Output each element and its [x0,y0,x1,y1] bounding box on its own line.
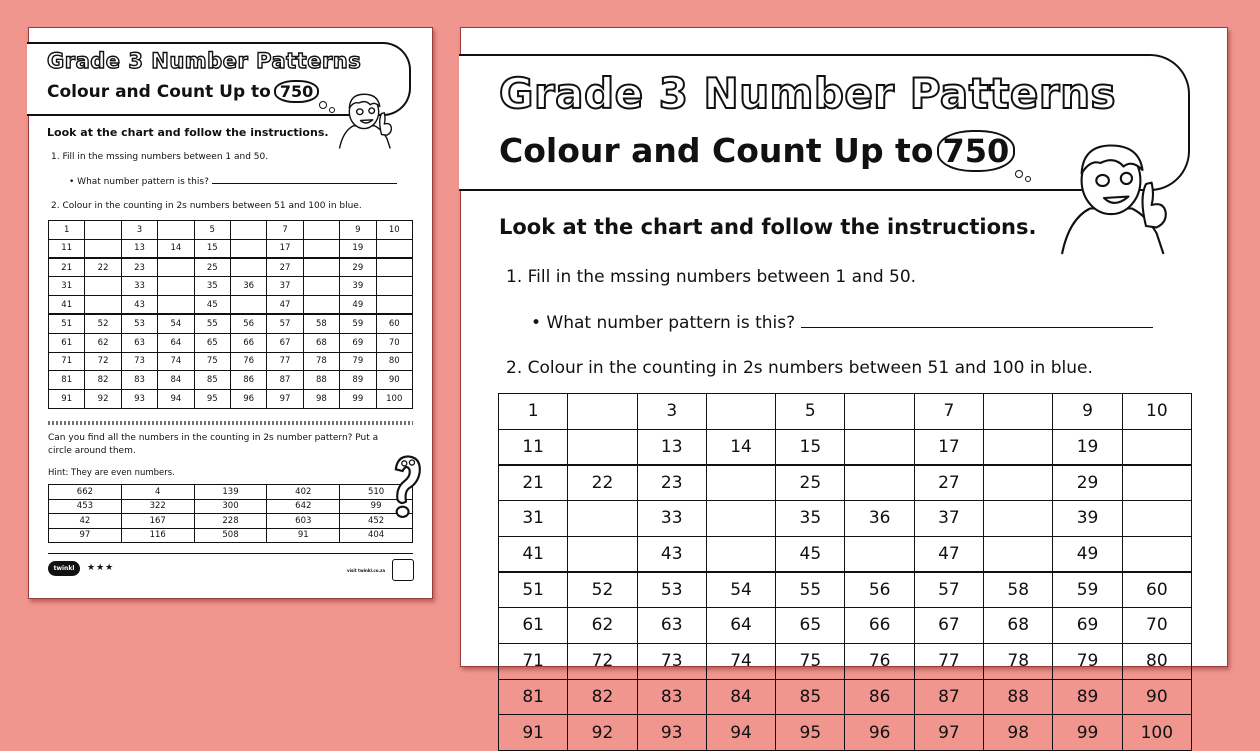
table-cell[interactable]: 80 [1122,643,1191,679]
table-cell[interactable]: 3 [637,394,706,430]
table-cell[interactable]: 49 [340,296,376,315]
table-cell[interactable] [845,429,914,465]
table-cell[interactable] [85,239,121,258]
table-cell[interactable]: 86 [845,679,914,715]
table-cell[interactable]: 72 [568,643,637,679]
table-cell[interactable]: 73 [637,643,706,679]
table-row [499,536,1192,572]
table-cell[interactable]: 92 [568,715,637,751]
table-cell[interactable]: 70 [376,333,412,352]
table-cell[interactable]: 57 [914,572,983,608]
table-cell[interactable]: 74 [706,643,775,679]
footer-divider [48,553,413,554]
bullet-question: • What number pattern is this? [69,177,397,187]
worksheet-page-zoomed[interactable] [460,27,1228,743]
table-cell[interactable]: 91 [49,390,85,409]
table-cell[interactable]: 15 [776,429,845,465]
table-cell[interactable]: 57 [267,314,303,333]
table-cell[interactable]: 89 [1053,679,1122,715]
table-cell[interactable]: 96 [845,715,914,751]
table-cell[interactable]: 65 [194,333,230,352]
table-cell[interactable]: 80 [376,352,412,371]
table-cell[interactable]: 78 [984,643,1053,679]
table-cell[interactable]: 45 [194,296,230,315]
table-cell[interactable] [1122,429,1191,465]
table-cell[interactable] [230,258,266,277]
table-cell[interactable]: 75 [194,352,230,371]
table-row [49,528,413,543]
table-row [499,572,1192,608]
table-cell[interactable]: 85 [194,371,230,390]
table-cell[interactable]: 87 [914,679,983,715]
table-row [499,429,1192,465]
table-cell[interactable]: 78 [303,352,339,371]
table-cell[interactable]: 88 [984,679,1053,715]
table-cell[interactable]: 662 [49,485,122,500]
table-cell[interactable] [85,277,121,296]
instructions-heading: Look at the chart and follow the instructions. [499,215,1037,239]
table-cell[interactable]: 27 [914,465,983,501]
table-cell[interactable]: 23 [121,258,157,277]
table-cell[interactable]: 89 [340,371,376,390]
table-cell[interactable] [706,465,775,501]
table-cell[interactable]: 55 [776,572,845,608]
table-cell[interactable]: 29 [340,258,376,277]
table-cell[interactable]: 52 [568,572,637,608]
table-cell[interactable]: 66 [845,608,914,644]
table-cell[interactable] [984,501,1053,537]
table-cell[interactable]: 97 [914,715,983,751]
table-cell[interactable]: 21 [499,465,568,501]
table-cell[interactable] [568,429,637,465]
thought-cloud-number: 750 [937,130,1016,172]
table-cell[interactable]: 59 [340,314,376,333]
table-cell[interactable]: 93 [121,390,157,409]
table-cell[interactable] [1122,501,1191,537]
hundred-chart [48,220,413,409]
table-cell[interactable]: 13 [637,429,706,465]
table-cell[interactable]: 66 [230,333,266,352]
table-cell[interactable]: 97 [267,390,303,409]
table-cell[interactable]: 300 [194,499,267,514]
hint-text: Hint: They are even numbers. [48,468,175,478]
table-cell[interactable]: 69 [340,333,376,352]
table-row [49,296,413,315]
hundred-chart [498,393,1192,751]
table-cell[interactable]: 96 [230,390,266,409]
table-cell[interactable]: 47 [914,536,983,572]
table-cell[interactable]: 25 [776,465,845,501]
bullet-question: • What number pattern is this? [531,313,1153,333]
table-cell[interactable]: 64 [706,608,775,644]
table-cell[interactable]: 58 [984,572,1053,608]
table-cell[interactable]: 5 [776,394,845,430]
table-cell[interactable]: 65 [776,608,845,644]
table-cell[interactable]: 510 [340,485,413,500]
table-cell[interactable]: 31 [49,277,85,296]
table-cell[interactable]: 404 [340,528,413,543]
table-cell[interactable]: 139 [194,485,267,500]
table-cell[interactable]: 60 [376,314,412,333]
table-cell[interactable]: 87 [267,371,303,390]
table-cell[interactable] [303,239,339,258]
table-cell[interactable] [303,258,339,277]
table-cell[interactable] [706,536,775,572]
table-cell[interactable]: 67 [267,333,303,352]
table-cell[interactable]: 452 [340,514,413,529]
table-cell[interactable]: 70 [1122,608,1191,644]
table-cell[interactable]: 23 [637,465,706,501]
table-cell[interactable]: 91 [267,528,340,543]
table-cell[interactable]: 90 [376,371,412,390]
table-cell[interactable]: 39 [340,277,376,296]
table-cell[interactable]: 91 [499,715,568,751]
table-cell[interactable]: 67 [914,608,983,644]
table-cell[interactable]: 62 [85,333,121,352]
table-cell[interactable] [1122,465,1191,501]
table-cell[interactable]: 92 [85,390,121,409]
table-cell[interactable]: 94 [706,715,775,751]
table-cell[interactable] [984,465,1053,501]
table-row [49,371,413,390]
table-cell[interactable]: 14 [158,239,194,258]
table-cell[interactable]: 19 [1053,429,1122,465]
worksheet-title: Grade 3 Number Patterns [499,69,1116,118]
table-cell[interactable]: 72 [85,352,121,371]
table-cell[interactable] [845,465,914,501]
table-cell[interactable]: 603 [267,514,340,529]
table-cell[interactable]: 35 [776,501,845,537]
table-cell[interactable]: 79 [1053,643,1122,679]
table-cell[interactable]: 22 [85,258,121,277]
table-row [49,499,413,514]
table-cell[interactable] [303,296,339,315]
table-row [49,221,413,240]
table-cell[interactable]: 9 [1053,394,1122,430]
table-cell[interactable]: 43 [121,296,157,315]
boy-character-icon [329,83,399,158]
table-cell[interactable]: 27 [267,258,303,277]
table-cell[interactable]: 74 [158,352,194,371]
answer-line[interactable] [212,183,397,184]
table-cell[interactable]: 14 [706,429,775,465]
table-cell[interactable]: 75 [776,643,845,679]
table-row [499,715,1192,751]
table-cell[interactable]: 61 [49,333,85,352]
table-cell[interactable]: 25 [194,258,230,277]
quality-badge-icon [392,559,414,581]
table-cell[interactable] [568,394,637,430]
table-cell[interactable]: 37 [914,501,983,537]
twinkl-logo-icon: twinkl [48,561,80,576]
worksheet-subtitle: Colour and Count Up to 750 [47,80,319,103]
table-cell[interactable] [376,258,412,277]
table-cell[interactable]: 11 [49,239,85,258]
table-cell[interactable]: 36 [845,501,914,537]
circle-task: Can you find all the numbers in the counting in 2s number pattern? Put a circle around them. [48,433,379,456]
table-row [49,239,413,258]
table-cell[interactable]: 39 [1053,501,1122,537]
table-cell[interactable] [230,221,266,240]
table-cell[interactable] [158,221,194,240]
table-cell[interactable]: 10 [1122,394,1191,430]
table-cell[interactable]: 95 [194,390,230,409]
table-cell[interactable]: 82 [85,371,121,390]
table-cell[interactable]: 54 [706,572,775,608]
table-cell[interactable]: 69 [1053,608,1122,644]
table-cell[interactable]: 90 [1122,679,1191,715]
table-cell[interactable]: 43 [637,536,706,572]
table-cell[interactable]: 5 [194,221,230,240]
table-cell[interactable]: 63 [121,333,157,352]
table-cell[interactable]: 53 [121,314,157,333]
table-row [499,679,1192,715]
table-cell[interactable]: 63 [637,608,706,644]
table-cell[interactable]: 71 [49,352,85,371]
table-cell[interactable] [85,296,121,315]
table-cell[interactable] [158,258,194,277]
table-cell[interactable]: 95 [776,715,845,751]
table-cell[interactable] [230,239,266,258]
table-cell[interactable]: 1 [49,221,85,240]
table-cell[interactable]: 71 [499,643,568,679]
table-cell[interactable]: 322 [121,499,194,514]
table-cell[interactable] [568,501,637,537]
table-cell[interactable]: 3 [121,221,157,240]
instruction-2: 2. Colour in the counting in 2s numbers between 51 and 100 in blue. [506,358,1093,378]
table-cell[interactable] [230,296,266,315]
table-cell[interactable]: 228 [194,514,267,529]
table-cell[interactable]: 100 [376,390,412,409]
question-mark-character-icon [389,453,423,523]
table-cell[interactable]: 4 [121,485,194,500]
table-cell[interactable]: 76 [845,643,914,679]
table-cell[interactable]: 116 [121,528,194,543]
table-cell[interactable]: 17 [914,429,983,465]
table-cell[interactable]: 93 [637,715,706,751]
table-cell[interactable]: 35 [194,277,230,296]
table-cell[interactable]: 84 [158,371,194,390]
instruction-2: 2. Colour in the counting in 2s numbers between 51 and 100 in blue. [51,201,362,211]
table-cell[interactable]: 79 [340,352,376,371]
answer-line[interactable] [801,327,1153,328]
table-cell[interactable]: 19 [340,239,376,258]
table-cell[interactable]: 15 [194,239,230,258]
table-cell[interactable]: 73 [121,352,157,371]
table-cell[interactable]: 98 [303,390,339,409]
table-row [49,390,413,409]
table-cell[interactable]: 402 [267,485,340,500]
table-cell[interactable] [376,277,412,296]
table-cell[interactable]: 17 [267,239,303,258]
table-cell[interactable] [1122,536,1191,572]
table-cell[interactable]: 58 [303,314,339,333]
table-row [49,277,413,296]
table-cell[interactable] [706,501,775,537]
table-cell[interactable]: 59 [1053,572,1122,608]
table-cell[interactable]: 61 [499,608,568,644]
table-cell[interactable]: 51 [499,572,568,608]
table-row [49,258,413,277]
table-cell[interactable]: 54 [158,314,194,333]
table-cell[interactable]: 81 [499,679,568,715]
table-cell[interactable]: 52 [85,314,121,333]
table-cell[interactable]: 453 [49,499,122,514]
table-cell[interactable]: 13 [121,239,157,258]
instruction-1: 1. Fill in the mssing numbers between 1 and 50. [506,267,917,287]
table-cell[interactable] [376,239,412,258]
table-cell[interactable]: 77 [914,643,983,679]
table-cell[interactable]: 45 [776,536,845,572]
table-cell[interactable]: 88 [303,371,339,390]
table-cell[interactable]: 7 [267,221,303,240]
table-cell[interactable]: 1 [499,394,568,430]
table-cell[interactable] [158,296,194,315]
table-cell[interactable]: 53 [637,572,706,608]
table-cell[interactable] [303,221,339,240]
table-cell[interactable]: 167 [121,514,194,529]
table-cell[interactable]: 68 [984,608,1053,644]
table-cell[interactable]: 29 [1053,465,1122,501]
table-cell[interactable] [984,394,1053,430]
table-cell[interactable]: 49 [1053,536,1122,572]
table-cell[interactable] [85,221,121,240]
table-cell[interactable]: 98 [984,715,1053,751]
table-row [499,465,1192,501]
table-cell[interactable]: 41 [49,296,85,315]
table-cell[interactable] [845,536,914,572]
instructions-heading: Look at the chart and follow the instructions. [47,126,329,139]
table-row [499,501,1192,537]
table-cell[interactable]: 83 [637,679,706,715]
footer-url: visit twinkl.co.za [347,568,386,573]
table-cell[interactable]: 82 [568,679,637,715]
table-cell[interactable]: 31 [499,501,568,537]
table-cell[interactable]: 55 [194,314,230,333]
table-cell[interactable] [568,536,637,572]
find-numbers-table [48,484,413,543]
table-cell[interactable]: 51 [49,314,85,333]
wavy-divider [48,421,413,425]
table-cell[interactable]: 33 [121,277,157,296]
difficulty-stars: ★★★ [87,563,115,573]
table-cell[interactable]: 47 [267,296,303,315]
table-cell[interactable]: 10 [376,221,412,240]
table-cell[interactable]: 22 [568,465,637,501]
table-cell[interactable]: 33 [637,501,706,537]
table-cell[interactable]: 37 [267,277,303,296]
worksheet-page-preview[interactable] [28,27,433,599]
table-cell[interactable]: 68 [303,333,339,352]
table-cell[interactable]: 9 [340,221,376,240]
table-row [49,333,413,352]
table-cell[interactable]: 21 [49,258,85,277]
table-cell[interactable]: 7 [914,394,983,430]
thought-cloud-number: 750 [274,80,319,103]
table-cell[interactable]: 64 [158,333,194,352]
table-cell[interactable]: 62 [568,608,637,644]
table-cell[interactable] [376,296,412,315]
table-cell[interactable]: 83 [121,371,157,390]
table-row [49,485,413,500]
table-cell[interactable]: 56 [230,314,266,333]
table-cell[interactable]: 99 [1053,715,1122,751]
table-cell[interactable]: 85 [776,679,845,715]
table-row [49,514,413,529]
boy-character-icon [1041,128,1181,268]
table-cell[interactable]: 508 [194,528,267,543]
table-cell[interactable]: 60 [1122,572,1191,608]
worksheet-subtitle: Colour and Count Up to 750 [499,130,1015,172]
table-row [499,643,1192,679]
table-row [49,352,413,371]
table-cell[interactable] [984,536,1053,572]
table-cell[interactable] [706,394,775,430]
table-cell[interactable]: 100 [1122,715,1191,751]
table-cell[interactable] [845,394,914,430]
table-cell[interactable]: 99 [340,499,413,514]
table-cell[interactable]: 41 [499,536,568,572]
table-cell[interactable]: 11 [499,429,568,465]
table-cell[interactable]: 56 [845,572,914,608]
table-row [499,608,1192,644]
table-cell[interactable]: 84 [706,679,775,715]
table-row [49,314,413,333]
table-row [499,394,1192,430]
table-cell[interactable]: 76 [230,352,266,371]
table-cell[interactable] [984,429,1053,465]
table-cell[interactable]: 81 [49,371,85,390]
table-cell[interactable] [303,277,339,296]
table-cell[interactable]: 42 [49,514,122,529]
table-cell[interactable]: 642 [267,499,340,514]
worksheet-title: Grade 3 Number Patterns [47,49,362,73]
table-cell[interactable]: 99 [340,390,376,409]
instruction-1: 1. Fill in the mssing numbers between 1 and 50. [51,152,269,162]
table-cell[interactable] [158,277,194,296]
table-cell[interactable]: 77 [267,352,303,371]
table-cell[interactable]: 94 [158,390,194,409]
table-cell[interactable]: 36 [230,277,266,296]
table-cell[interactable]: 97 [49,528,122,543]
table-cell[interactable]: 86 [230,371,266,390]
